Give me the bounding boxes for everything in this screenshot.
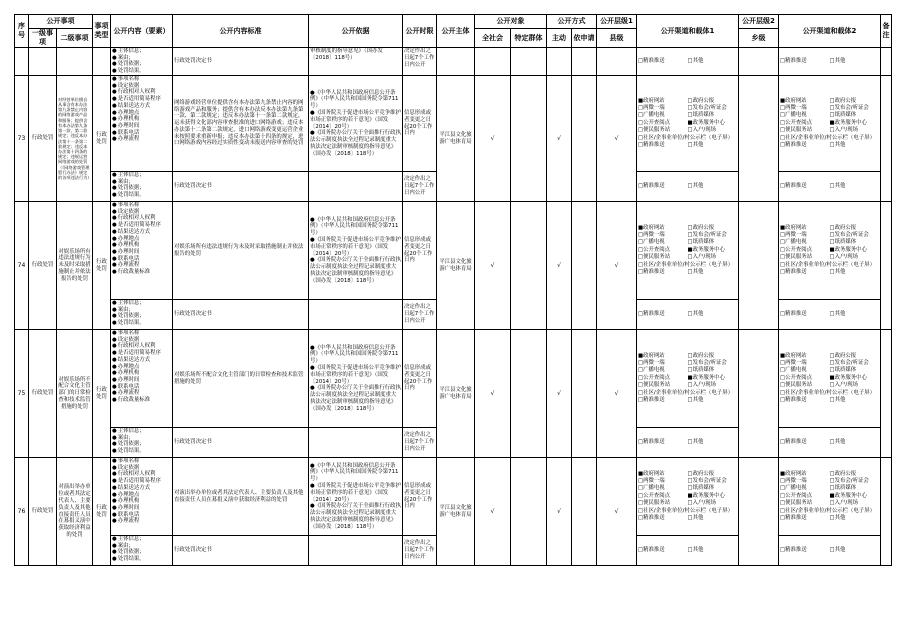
bullet-item: ● 是否适用简易程序 xyxy=(112,96,171,103)
channel2-options xyxy=(779,76,881,172)
channel-option: ■政府网站 xyxy=(638,470,665,477)
row-seq: 74 xyxy=(15,202,29,330)
bullet-item: ● 设定依据 xyxy=(112,209,171,216)
time-limit: 信息形成或者变更之日起20个工作日内 xyxy=(403,76,437,172)
channel-option: □精准推送 xyxy=(638,142,665,149)
subject: 平江县文化旅游广电体育局 xyxy=(437,202,475,330)
col-content-std: 公开内容标准 xyxy=(173,15,309,48)
channel1-options xyxy=(637,76,739,172)
channel-option: □其他 xyxy=(829,269,846,276)
bullet-item: ● 主体信息； xyxy=(112,48,171,55)
channel-option: □公开查阅点 xyxy=(780,119,813,126)
check-apply xyxy=(572,202,597,330)
check-specific xyxy=(511,458,547,566)
channel-option: □广播电视 xyxy=(780,112,807,119)
bullet-item: ● 办理机构 xyxy=(112,116,171,123)
bullet-item: ● 处罚依据； xyxy=(112,441,171,448)
channel-option: □精准推送 xyxy=(780,142,807,149)
bullet-item: ● 是否适用简易程序 xyxy=(112,350,171,357)
channel-option: ■政府网站 xyxy=(780,97,807,104)
row-item-l1: 行政处罚 xyxy=(29,458,57,566)
channel-option: □广播电视 xyxy=(638,112,665,119)
channel-option: □公开查阅点 xyxy=(638,119,671,126)
channel-option: □社区/企事业单位/村公示栏（电子屏） xyxy=(780,134,875,141)
channel-option: □公开查阅点 xyxy=(780,492,813,499)
channel-option: □入户/现场 xyxy=(687,500,716,507)
col-target-specific: 特定群体 xyxy=(511,29,547,48)
basis: ●《中华人民共和国政府信息公开条例》（中华人民共和国国务院令第711号） ●《国务院关于促进市场公平竞争维护市场正常秩序的若干意见》（国发〔2014〕20号） ●《国务院办公厅关于全面推行行政执法公示制度执法全过程记录制度重大执法决定法制审核制度的指导意见》（国办发〔2018〕118号） xyxy=(309,202,403,300)
table-row xyxy=(15,76,892,172)
channel-option: □便民服务站 xyxy=(638,254,671,261)
bullet-item: ● 处罚结果。 xyxy=(112,448,171,455)
channel-option: □社区/企事业单位/村公示栏（电子屏） xyxy=(780,261,875,268)
result-elements xyxy=(112,536,171,563)
bullet-item: ● 处罚结果。 xyxy=(112,68,171,75)
bullet-item: ● 办理时间 xyxy=(112,123,171,130)
channel-option: □广播电视 xyxy=(638,367,665,374)
bullet-item: ● 联系电话 xyxy=(112,256,171,263)
channel-option: ■政府网站 xyxy=(780,352,807,359)
channel-option: □发布会/听证会 xyxy=(829,477,869,484)
col-basis: 公开依据 xyxy=(309,15,403,48)
result-channel2: □精准推送 □其他 xyxy=(779,536,881,566)
col-method: 公开方式 xyxy=(547,15,597,29)
bullet-item: ● 事项名称 xyxy=(112,202,171,209)
bullet-item: ● 办理流程 xyxy=(112,136,171,143)
col-seq: 序号 xyxy=(15,15,29,48)
result-standard: 行政处罚决定书 xyxy=(173,536,309,566)
channel-option: ■政务服务中心 xyxy=(687,246,725,253)
channel-option: □精准推送 xyxy=(638,269,665,276)
channel-option: □两微一端 xyxy=(638,477,665,484)
col-time: 公开时限 xyxy=(403,15,437,48)
top-result-std: 行政处罚决定书 xyxy=(173,48,309,76)
channel-option: □发布会/听证会 xyxy=(687,104,727,111)
channel-option: □入户/现场 xyxy=(687,127,716,134)
bullet-item: ● 结果送达方式 xyxy=(112,103,171,110)
channel-option: □政府公报 xyxy=(687,470,715,477)
channel-option: □社区/企事业单位/村公示栏（电子屏） xyxy=(638,261,733,268)
bullet-item: ● 行政相对人权利 xyxy=(112,89,171,96)
col-method-active: 主动 xyxy=(547,29,572,48)
bullet-item: ● 事项名称 xyxy=(112,76,171,83)
content-standard: 对娱乐场所不配合文化主管部门的日常检查和技术监管措施的处罚 xyxy=(173,330,309,428)
bullet-item: ● 办理地点 xyxy=(112,492,171,499)
col-level2-town: 乡级 xyxy=(739,29,779,48)
channel-option: □广播电视 xyxy=(638,239,665,246)
content-standard: 网络游戏经营单位提供含有本办法第九条禁止内容的网络游戏产品和服务；提供含有本办法反本办法第九条第一款、第二款规定；违反本办法第十一条第二款规定，运未获得文化部内容审查批准的进口网络游戏；违反本办法第十二条第二款规定，进口网络游戏变更运营企业未按照要求重新申报；违反本办法第十四条的规定，进口网络游戏内容经过实质性变动未报送内容审查的处罚 xyxy=(173,76,309,172)
bullet-item: ● 办理时间 xyxy=(112,249,171,256)
bullet-item: ● 事项名称 xyxy=(112,330,171,337)
bullet-item: ● 处罚结果。 xyxy=(112,320,171,327)
table-row xyxy=(15,458,892,536)
channel-option: □便民服务站 xyxy=(638,382,671,389)
check-all-society: √ xyxy=(475,76,511,202)
channel-option: □其他 xyxy=(687,397,704,404)
check-apply xyxy=(572,330,597,458)
check-all-society: √ xyxy=(475,202,511,330)
channel-option: ■政务服务中心 xyxy=(829,492,867,499)
channel1-options xyxy=(637,202,739,300)
col-content: 公开内容（要素） xyxy=(111,15,173,48)
bullet-item: ● 是否适用简易程序 xyxy=(112,222,171,229)
result-basis xyxy=(309,536,403,566)
row-item-type: 行政处罚 xyxy=(93,330,111,458)
channel-option: □精准推送 xyxy=(638,397,665,404)
check-active: √ xyxy=(547,458,572,566)
row-item-type: 行政处罚 xyxy=(93,76,111,202)
channel-option: □政府公报 xyxy=(829,224,857,231)
result-channel1: □精准推送 □其他 xyxy=(637,536,739,566)
bullet-item: ● 行政相对人权利 xyxy=(112,215,171,222)
content-standard: 对演出举办单位或者其法定代表人、主要负责人及其他直接责任人员在募捐义演中获取经济利益的处罚 xyxy=(173,458,309,536)
bullet-item: ● 行政相对人权利 xyxy=(112,471,171,478)
remark xyxy=(881,76,892,202)
channel-option: □两微一端 xyxy=(780,231,807,238)
time-limit: 信息形成或者变更之日起20个工作日内 xyxy=(403,202,437,300)
channel-option: □精准推送 xyxy=(780,269,807,276)
channel-option: □纸质媒体 xyxy=(829,239,857,246)
result-channel2: □精准推送 □其他 xyxy=(779,428,881,458)
result-channel2: □精准推送 □其他 xyxy=(779,172,881,202)
channel-option: □便民服务站 xyxy=(780,382,813,389)
result-time: 决定作出之日起7个工作日内公开 xyxy=(403,300,437,330)
bullet-item: ● 处罚结果。 xyxy=(112,192,171,199)
top-basis: 审核制度的指导意见》（国办发〔2018〕118号） xyxy=(309,48,403,76)
col-channel1: 公开渠道和载体1 xyxy=(637,15,739,48)
channel-option: □其他 xyxy=(829,515,846,522)
channel-option: □公开查阅点 xyxy=(780,374,813,381)
channel-option: □便民服务站 xyxy=(638,500,671,507)
col-target-all: 全社会 xyxy=(475,29,511,48)
check-specific xyxy=(511,76,547,202)
content-elements xyxy=(112,330,171,404)
bullet-item: ● 办理流程 xyxy=(112,390,171,397)
channel1-options xyxy=(637,458,739,536)
bullet-item: ● 联系电话 xyxy=(112,384,171,391)
channel-option: ■政府网站 xyxy=(638,352,665,359)
bullet-item: ● 结果送达方式 xyxy=(112,485,171,492)
result-basis xyxy=(309,172,403,202)
channel-option: □入户/现场 xyxy=(829,382,858,389)
channel-option: □纸质媒体 xyxy=(829,367,857,374)
channel-option: ■政务服务中心 xyxy=(829,119,867,126)
channel-option: □社区/企事业单位/村公示栏（电子屏） xyxy=(638,507,733,514)
channel-option: □入户/现场 xyxy=(829,500,858,507)
channel-option: □政府公报 xyxy=(829,470,857,477)
result-channel1: □精准推送 □其他 xyxy=(637,300,739,330)
bullet-item: ● 办理时间 xyxy=(112,377,171,384)
top-channel1: □精准推送 □其他 xyxy=(638,57,704,64)
channel-option: □入户/现场 xyxy=(687,254,716,261)
remark xyxy=(881,202,892,330)
time-limit: 信息形成或者变更之日起20个工作日内 xyxy=(403,458,437,536)
channel-option: □纸质媒体 xyxy=(687,112,715,119)
channel-option: □其他 xyxy=(687,269,704,276)
row-item-type: 行政处罚 xyxy=(93,202,111,330)
row-seq: 73 xyxy=(15,76,29,202)
row-item-l2: 对演出举办单位或者其法定代表人、主要负责人及其他直接责任人员在募捐义演中获取经济利益的处罚 xyxy=(57,458,93,566)
channel-option: □入户/现场 xyxy=(829,254,858,261)
channel-option: □两微一端 xyxy=(638,359,665,366)
bullet-item: ● 设定依据 xyxy=(112,465,171,472)
table-row xyxy=(15,202,892,300)
channel2-options xyxy=(779,330,881,428)
bullet-item: ● 行政相对人权利 xyxy=(112,343,171,350)
channel-option: □两微一端 xyxy=(638,104,665,111)
result-standard: 行政处罚决定书 xyxy=(173,172,309,202)
result-channel1: □精准推送 □其他 xyxy=(637,428,739,458)
channel-option: □广播电视 xyxy=(780,367,807,374)
channel-option: ■政务服务中心 xyxy=(829,246,867,253)
bullet-item: ● 办理时间 xyxy=(112,505,171,512)
remark xyxy=(881,330,892,458)
bullet-item: ● 案由； xyxy=(112,435,171,442)
channel-option: □社区/企事业单位/村公示栏（电子屏） xyxy=(780,389,875,396)
content-standard: 对娱乐场所有违法违规行为未及时采取措施制止并依法报告的处罚 xyxy=(173,202,309,300)
content-elements xyxy=(112,458,171,525)
channel-option: □公开查阅点 xyxy=(780,246,813,253)
channel-option: □广播电视 xyxy=(638,485,665,492)
check-active: √ xyxy=(547,330,572,458)
col-method-apply: 依申请 xyxy=(572,29,597,48)
check-town xyxy=(739,202,779,330)
bullet-item: ● 办理机构 xyxy=(112,242,171,249)
channel-option: □政府公报 xyxy=(687,224,715,231)
bullet-item: ● 事项名称 xyxy=(112,458,171,465)
channel-option: □其他 xyxy=(687,142,704,149)
bullet-item: ● 设定依据 xyxy=(112,83,171,90)
bullet-item: ● 案由； xyxy=(112,55,171,62)
bullet-item: ● 处罚依据； xyxy=(112,185,171,192)
bullet-item: ● 办理机构 xyxy=(112,498,171,505)
basis: ●《中华人民共和国政府信息公开条例》（中华人民共和国国务院令第711号） ●《国务院关于促进市场公平竞争维护市场正常秩序的若干意见》（国发〔2014〕20号） ●《国务院办公厅关于全面推行行政执法公示制度执法全过程记录制度重大执法决定法制审核制度的指导意见》（国办发〔2018〕118号） xyxy=(309,330,403,428)
bullet-item: ● 处罚依据； xyxy=(112,61,171,68)
channel-option: □公开查阅点 xyxy=(638,374,671,381)
bullet-item: ● 办理地点 xyxy=(112,364,171,371)
result-time: 决定作出之日起7个工作日内公开 xyxy=(403,536,437,566)
channel-option: □公开查阅点 xyxy=(638,492,671,499)
channel-option: □纸质媒体 xyxy=(687,367,715,374)
check-all-society: √ xyxy=(475,458,511,566)
channel-option: ■政府网站 xyxy=(780,470,807,477)
channel-option: □入户/现场 xyxy=(829,127,858,134)
col-item-type: 事项类型 xyxy=(93,15,111,48)
channel-option: □两微一端 xyxy=(780,359,807,366)
col-item-l2: 二级事项 xyxy=(57,29,93,48)
continued-row xyxy=(15,48,892,76)
bullet-item: ● 处罚结果。 xyxy=(112,556,171,563)
channel-option: □公开查阅点 xyxy=(638,246,671,253)
channel-option: □政府公报 xyxy=(829,97,857,104)
col-channel2: 公开渠道和载体2 xyxy=(779,15,881,48)
channel-option: □发布会/听证会 xyxy=(687,477,727,484)
row-item-l2: 对娱乐场所不配合文化主管部门的日常检查和技术监管措施的处罚 xyxy=(57,330,93,458)
check-active: √ xyxy=(547,76,572,202)
bullet-item: ● 设定依据 xyxy=(112,337,171,344)
bullet-item: ● 处罚依据； xyxy=(112,549,171,556)
check-county: √ xyxy=(597,458,637,566)
col-remark: 备注 xyxy=(881,15,892,48)
channel-option: □社区/企事业单位/村公示栏（电子屏） xyxy=(638,134,733,141)
row-seq: 76 xyxy=(15,458,29,566)
bullet-item: ● 行政裁量标准 xyxy=(112,397,171,404)
result-time: 决定作出之日起7个工作日内公开 xyxy=(403,172,437,202)
bullet-item: ● 联系电话 xyxy=(112,130,171,137)
channel-option: □其他 xyxy=(829,142,846,149)
content-elements xyxy=(112,76,171,143)
row-item-l1: 行政处罚 xyxy=(29,202,57,330)
channel-option: □其他 xyxy=(829,397,846,404)
result-elements xyxy=(112,300,171,327)
channel-option: □纸质媒体 xyxy=(687,485,715,492)
result-time: 决定作出之日起7个工作日内公开 xyxy=(403,428,437,458)
channel-option: ■政府网站 xyxy=(638,224,665,231)
channel-option: □发布会/听证会 xyxy=(829,359,869,366)
check-specific xyxy=(511,330,547,458)
col-target: 公开对象 xyxy=(475,15,547,29)
channel-option: □社区/企事业单位/村公示栏（电子屏） xyxy=(638,389,733,396)
bullet-item: ● 联系电话 xyxy=(112,512,171,519)
channel1-options xyxy=(637,330,739,428)
channel-option: □发布会/听证会 xyxy=(829,231,869,238)
channel-option: □便民服务站 xyxy=(780,254,813,261)
channel-option: □政府公报 xyxy=(687,97,715,104)
subject: 平江县文化旅游广电体育局 xyxy=(437,76,475,202)
subject: 平江县文化旅游广电体育局 xyxy=(437,458,475,566)
result-standard: 行政处罚决定书 xyxy=(173,300,309,330)
bullet-item: ● 主体信息； xyxy=(112,428,171,435)
bullet-item: ● 处罚依据； xyxy=(112,313,171,320)
channel-option: □便民服务站 xyxy=(780,500,813,507)
disclosure-table xyxy=(14,14,890,566)
bullet-item: ● 主体信息； xyxy=(112,536,171,543)
time-limit: 信息形成或者变更之日起20个工作日内 xyxy=(403,330,437,428)
check-specific xyxy=(511,202,547,330)
result-channel2: □精准推送 □其他 xyxy=(779,300,881,330)
result-elements xyxy=(112,172,171,199)
row-item-l1: 行政处罚 xyxy=(29,330,57,458)
check-town xyxy=(739,458,779,566)
channel-option: □发布会/听证会 xyxy=(687,231,727,238)
bullet-item: ● 案由； xyxy=(112,179,171,186)
channel-option: □纸质媒体 xyxy=(687,239,715,246)
bullet-item: ● 主体信息； xyxy=(112,300,171,307)
result-basis xyxy=(309,428,403,458)
bullet-item: ● 案由； xyxy=(112,543,171,550)
channel-option: □便民服务站 xyxy=(780,127,813,134)
channel-option: □其他 xyxy=(687,515,704,522)
col-item-l1: 一级事项 xyxy=(29,29,57,48)
bullet-item: ● 主体信息； xyxy=(112,172,171,179)
bullet-item: ● 结果送达方式 xyxy=(112,357,171,364)
col-level2: 公开层级2 xyxy=(739,15,779,29)
check-apply xyxy=(572,76,597,202)
top-channel2: □精准推送 □其他 xyxy=(780,57,846,64)
channel-option: □两微一端 xyxy=(638,231,665,238)
channel-option: □入户/现场 xyxy=(687,382,716,389)
row-item-l2: 对经营单位擅自从事含有本办法第九条禁止内容的网络游戏产品和服务；提供含有本办法第九条第一款、第二款规定；违反本办法第十一条第二款规定；违反本办法第十四条的规定；违规运营网络游戏的处罚（《网络游戏管理暂行办法》规定的各项违法行为） xyxy=(57,76,93,202)
check-town xyxy=(739,330,779,458)
bullet-item: ● 办理机构 xyxy=(112,370,171,377)
bullet-item: ● 案由； xyxy=(112,307,171,314)
basis: ●《中华人民共和国政府信息公开条例》（中华人民共和国国务院令第711号） ●《国务院关于促进市场公平竞争维护市场正常秩序的若干意见》（国发〔2014〕20号） ●《国务院办公厅关于全面推行行政执法公示制度执法全过程记录制度重大执法决定法制审核制度的指导意见》（国办发〔2018〕118号） xyxy=(309,458,403,536)
bullet-item: ● 办理流程 xyxy=(112,262,171,269)
channel-option: ■政务服务中心 xyxy=(687,492,725,499)
channel-option: ■政府网站 xyxy=(780,224,807,231)
channel-option: □发布会/听证会 xyxy=(687,359,727,366)
row-item-l1: 行政处罚 xyxy=(29,76,57,202)
check-all-society: √ xyxy=(475,330,511,458)
bullet-item: ● 办理流程 xyxy=(112,518,171,525)
channel-option: □广播电视 xyxy=(780,239,807,246)
channel-option: □政府公报 xyxy=(687,352,715,359)
check-county: √ xyxy=(597,330,637,458)
channel-option: ■政务服务中心 xyxy=(687,374,725,381)
channel-option: □两微一端 xyxy=(780,477,807,484)
table-row xyxy=(15,330,892,428)
top-result-bullets xyxy=(112,48,171,75)
col-subject: 公开主体 xyxy=(437,15,475,48)
bullet-item: ● 结果送达方式 xyxy=(112,229,171,236)
col-level1-county: 县级 xyxy=(597,29,637,48)
col-item-group: 公开事项 xyxy=(29,15,93,29)
check-town xyxy=(739,76,779,202)
top-time: 决定作出之日起7个工作日内公开 xyxy=(403,48,437,76)
channel-option: ■政府网站 xyxy=(638,97,665,104)
channel2-options xyxy=(779,202,881,300)
result-standard: 行政处罚决定书 xyxy=(173,428,309,458)
channel-option: □发布会/听证会 xyxy=(829,104,869,111)
channel-option: □两微一端 xyxy=(780,104,807,111)
subject: 平江县文化旅游广电体育局 xyxy=(437,330,475,458)
bullet-item: ● 是否适用简易程序 xyxy=(112,478,171,485)
channel-option: □纸质媒体 xyxy=(829,485,857,492)
check-active: √ xyxy=(547,202,572,330)
channel-option: ■政务服务中心 xyxy=(687,119,725,126)
row-seq: 75 xyxy=(15,330,29,458)
row-item-l2: 对娱乐场所有违法违规行为未及时采取措施制止并依法报告的处罚 xyxy=(57,202,93,330)
check-county: √ xyxy=(597,76,637,202)
result-basis xyxy=(309,300,403,330)
check-apply xyxy=(572,458,597,566)
channel-option: □精准推送 xyxy=(780,515,807,522)
channel-option: □政府公报 xyxy=(829,352,857,359)
bullet-item: ● 行政裁量标准 xyxy=(112,269,171,276)
result-channel1: □精准推送 □其他 xyxy=(637,172,739,202)
channel-option: ■政务服务中心 xyxy=(829,374,867,381)
channel-option: □纸质媒体 xyxy=(829,112,857,119)
row-item-type: 行政处罚 xyxy=(93,458,111,566)
remark xyxy=(881,458,892,566)
result-elements xyxy=(112,428,171,455)
channel-option: □便民服务站 xyxy=(638,127,671,134)
channel-option: □精准推送 xyxy=(780,397,807,404)
bullet-item: ● 办理地点 xyxy=(112,236,171,243)
col-level1: 公开层级1 xyxy=(597,15,637,29)
channel-option: □社区/企事业单位/村公示栏（电子屏） xyxy=(780,507,875,514)
channel2-options xyxy=(779,458,881,536)
check-county: √ xyxy=(597,202,637,330)
bullet-item: ● 办理地点 xyxy=(112,110,171,117)
basis: ●《中华人民共和国政府信息公开条例》（中华人民共和国国务院令第711号） ●《国务院关于促进市场公平竞争维护市场正常秩序的若干意见》（国发〔2014〕20号） ●《国务院办公厅关于全面推行行政执法公示制度执法全过程记录制度重大执法决定法制审核制度的指导意见》（国办发〔2018〕118号） xyxy=(309,76,403,172)
content-elements xyxy=(112,202,171,276)
channel-option: □精准推送 xyxy=(638,515,665,522)
channel-option: □广播电视 xyxy=(780,485,807,492)
